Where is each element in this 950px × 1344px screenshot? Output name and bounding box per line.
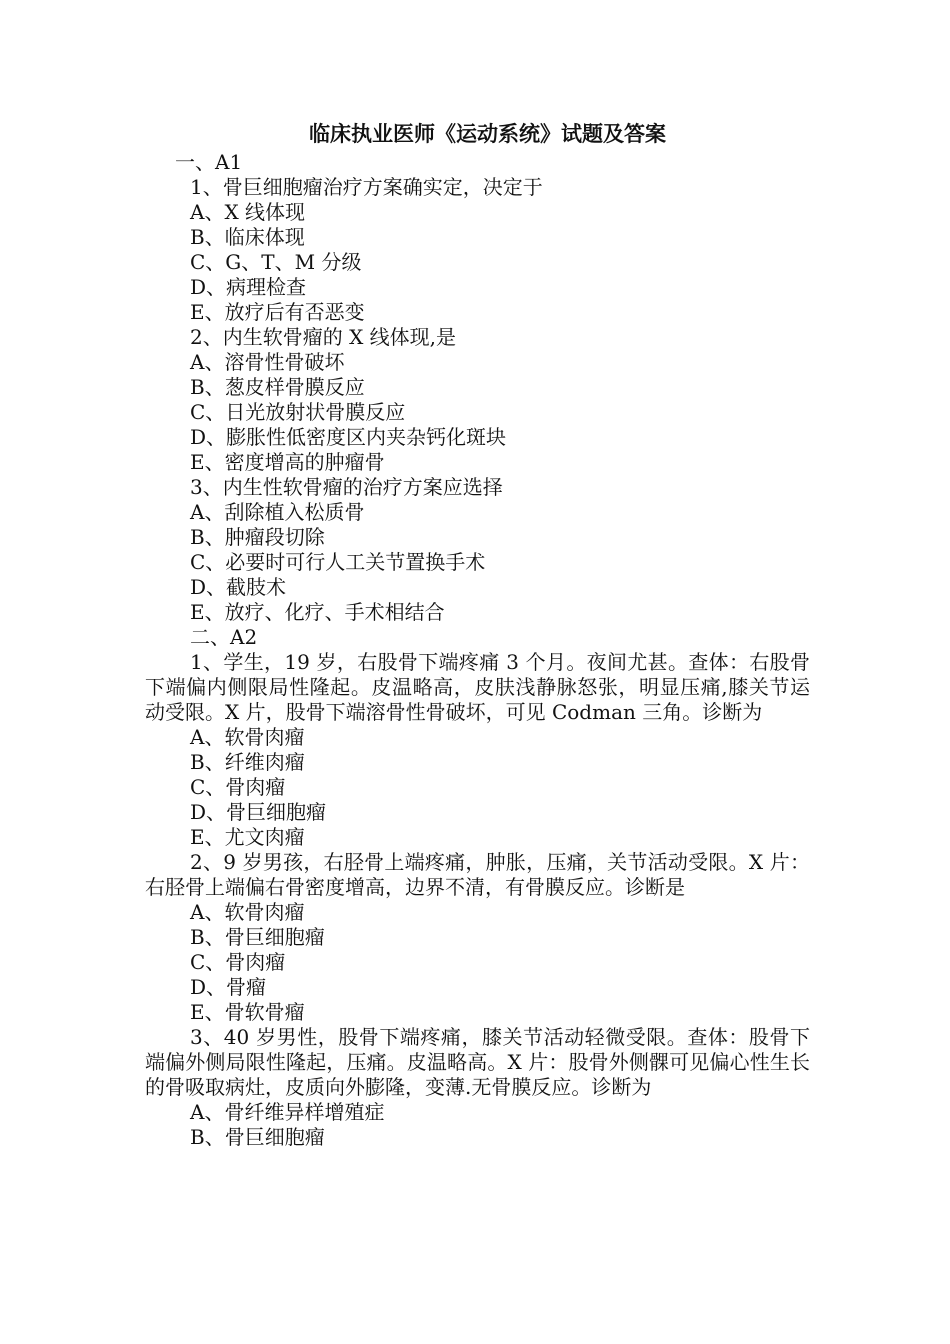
answer-option: A、软骨肉瘤 — [190, 900, 305, 924]
answer-option: E、放疗后有否恶变 — [190, 300, 365, 324]
answer-option: B、临床体现 — [190, 225, 305, 249]
answer-option: D、骨瘤 — [190, 975, 267, 999]
answer-option: A、软骨肉瘤 — [190, 725, 305, 749]
answer-option: C、骨肉瘤 — [190, 775, 286, 799]
answer-option: B、葱皮样骨膜反应 — [190, 375, 365, 399]
answer-option: A、刮除植入松质骨 — [190, 500, 365, 524]
section-heading-a2: 二、A2 — [190, 625, 258, 649]
answer-option: C、日光放射状骨膜反应 — [190, 400, 406, 424]
question-stem: 1、学生，19 岁，右股骨下端疼痛 3 个月。夜间尤甚。查体：右股骨下端偏内侧限局性隆起。皮温略高，皮肤浅静脉怒张，明显压痛,膝关节运动受限。X 片，股骨下端溶骨性骨破坏，可见 Codman 三角。诊断为 — [145, 650, 810, 724]
answer-option: A、骨纤维异样增殖症 — [190, 1100, 385, 1124]
question-stem: 2、内生软骨瘤的 X 线体现,是 — [190, 325, 457, 349]
answer-option: A、X 线体现 — [190, 200, 306, 224]
page-title: 临床执业医师《运动系统》试题及答案 — [309, 122, 666, 146]
section-heading-a1: 一、A1 — [175, 150, 243, 174]
answer-option: B、骨巨细胞瘤 — [190, 925, 325, 949]
answer-option: E、尤文肉瘤 — [190, 825, 305, 849]
answer-option: D、膨胀性低密度区内夹杂钙化斑块 — [190, 425, 507, 449]
question-stem: 3、内生性软骨瘤的治疗方案应选择 — [190, 475, 503, 499]
question-stem: 2、9 岁男孩，右胫骨上端疼痛，肿胀，压痛，关节活动受限。X 片：右胫骨上端偏右骨密度增高，边界不清，有骨膜反应。诊断是 — [145, 850, 810, 899]
answer-option: D、骨巨细胞瘤 — [190, 800, 327, 824]
question-stem: 3、40 岁男性，股骨下端疼痛，膝关节活动轻微受限。查体：股骨下端偏外侧局限性隆起，压痛。皮温略高。X 片：股骨外侧髁可见偏心性生长的骨吸取病灶，皮质向外膨隆，变薄.无骨膜反应。诊断为 — [145, 1025, 810, 1099]
answer-option: C、必要时可行人工关节置换手术 — [190, 550, 486, 574]
answer-option: B、纤维肉瘤 — [190, 750, 305, 774]
answer-option: C、G、T、M 分级 — [190, 250, 362, 274]
answer-option: D、截肢术 — [190, 575, 287, 599]
answer-option: E、密度增高的肿瘤骨 — [190, 450, 385, 474]
answer-option: A、溶骨性骨破坏 — [190, 350, 345, 374]
answer-option: E、骨软骨瘤 — [190, 1000, 305, 1024]
answer-option: D、病理检查 — [190, 275, 307, 299]
answer-option: B、肿瘤段切除 — [190, 525, 325, 549]
answer-option: E、放疗、化疗、手术相结合 — [190, 600, 445, 624]
answer-option: C、骨肉瘤 — [190, 950, 286, 974]
answer-option: B、骨巨细胞瘤 — [190, 1125, 325, 1149]
question-stem: 1、骨巨细胞瘤治疗方案确实定，决定于 — [190, 175, 543, 199]
